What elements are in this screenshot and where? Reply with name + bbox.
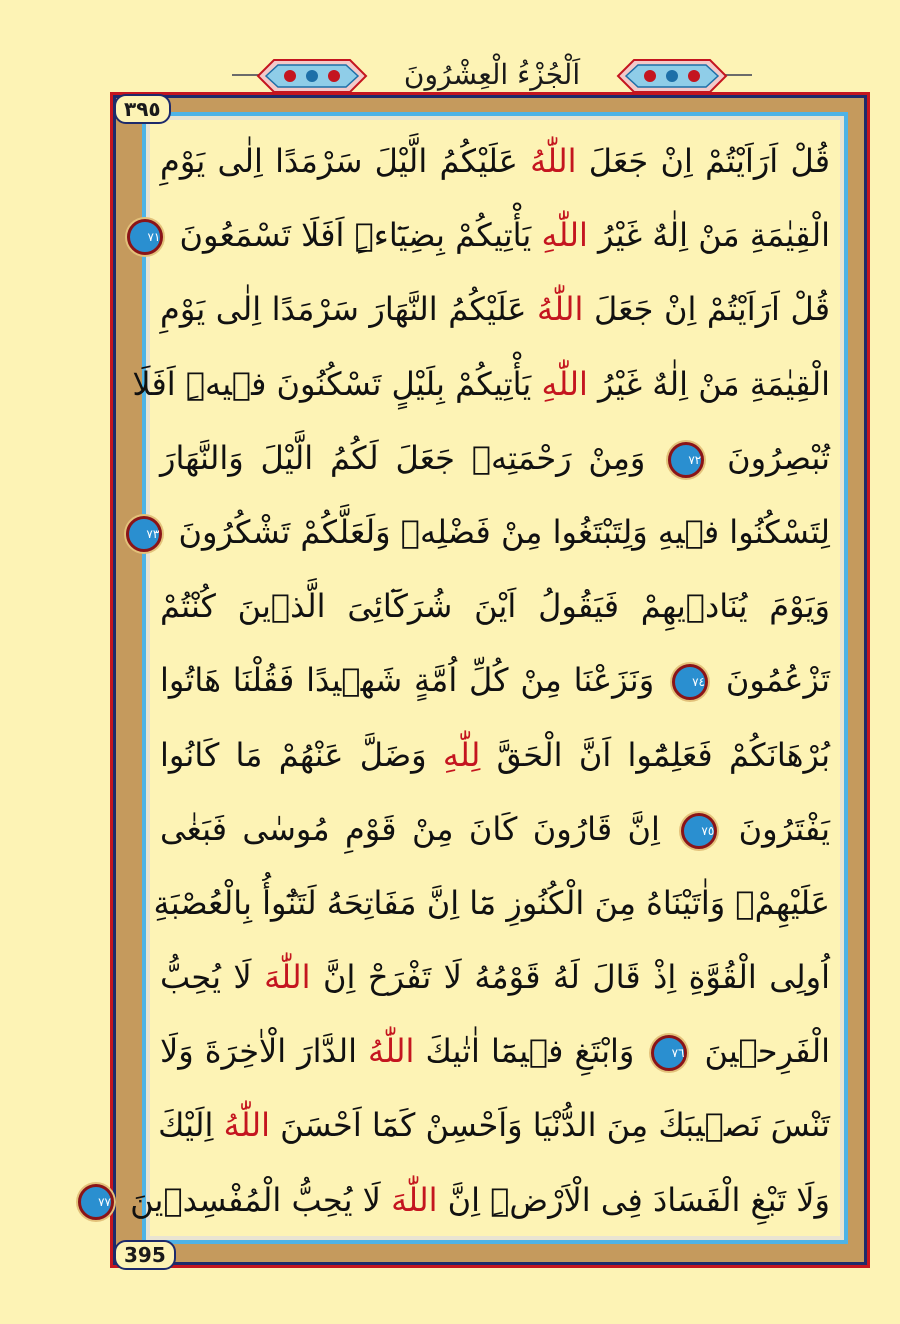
divine-name-text: اللّٰهُ — [530, 142, 577, 180]
page-number-top: ٣٩٥ — [114, 94, 171, 124]
juz-title: اَلْجُزْءُ الْعِشْرُونَ — [403, 58, 581, 91]
verse-text: قُلْ اَرَاَيْتُمْ اِنْ جَعَلَ — [576, 142, 831, 180]
verse-text: تَزْعُمُونَ — [714, 661, 831, 700]
verse-text: الْقِيٰمَةِ مَنْ اِلٰهٌ غَيْرُ — [587, 364, 830, 403]
verse-line — [150, 1014, 840, 1088]
ayah-number-marker: ٧٢ — [668, 442, 704, 478]
verse-text: الْقِيٰمَةِ مَنْ اِلٰهٌ غَيْرُ — [587, 216, 830, 255]
verse-text: قُلْ اَرَاَيْتُمْ اِنْ جَعَلَ — [583, 290, 831, 329]
verse-line — [150, 866, 840, 940]
verse-text: يَفْتَرُونَ — [723, 809, 831, 848]
verse-line — [147, 198, 840, 272]
divine-name-text: لِلّٰهِ — [442, 735, 481, 774]
verse-line — [150, 792, 840, 866]
verse-text: وَضَلَّ عَنْهُمْ مَا كَانُوا — [160, 735, 443, 774]
verse-text: لَا يُحِبُّ — [160, 958, 265, 997]
verse-text: وَنَزَعْنَا مِنْ كُلِّ اُمَّةٍ شَهٖيدًا فَقُلْنَا هَاتُوا — [160, 661, 666, 700]
verse-text: اِنَّ قَارُونَ كَانَ مِنْ قَوْمِ مُوسٰى فَبَغٰى — [160, 809, 676, 848]
ayah-number-marker: ٧٧ — [78, 1184, 114, 1220]
verse-text: بُرْهَانَكُمْ فَعَلِمُٓوا اَنَّ الْحَقَّ — [480, 735, 831, 774]
verse-text: لِتَسْكُنُوا فٖيهِ وَلِتَبْتَغُوا مِنْ فَضْلِهٖ وَلَعَلَّكُمْ تَشْكُرُونَ — [168, 512, 830, 551]
verse-text: تُبْصِرُونَ — [710, 438, 831, 477]
divine-name-text: اللّٰهِ — [541, 216, 588, 255]
verse-text: وَابْتَغِ فٖيمَٓا اٰتٰيكَ — [414, 1032, 646, 1071]
verse-line — [150, 1088, 840, 1162]
verse-line — [150, 643, 840, 717]
verse-text: اُولِى الْقُوَّةِ اِذْ قَالَ لَهُ قَوْمُهُ لَا تَفْرَحْ اِنَّ — [310, 958, 831, 997]
ayah-number-marker: ٧٥ — [681, 813, 717, 849]
divine-name-text: اللّٰهِ — [541, 364, 588, 403]
verse-line — [150, 421, 840, 495]
verse-text: اِلَيْكَ — [158, 1106, 224, 1145]
page-number-bottom: 395 — [114, 1240, 176, 1270]
verse-text: عَلَيْكُمُ النَّهَارَ سَرْمَدًا اِلٰى يَوْمِ — [160, 290, 538, 329]
ayah-number-marker: ٧٤ — [672, 664, 708, 700]
verse-line — [150, 718, 840, 792]
divine-name-text: اللّٰهُ — [537, 290, 584, 329]
header-ornament-left-icon — [256, 56, 368, 96]
ayah-number-marker: ٧٦ — [651, 1035, 687, 1071]
verse-line — [150, 272, 840, 346]
verse-text: يَأْتِيكُمْ بِضِيَٓاءٍۜ اَفَلَا تَسْمَعُونَ — [169, 216, 542, 255]
divine-name-text: اللّٰهُ — [223, 1106, 270, 1145]
verse-text: وَمِنْ رَحْمَتِهٖ جَعَلَ لَكُمُ الَّيْلَ وَالنَّهَارَ — [160, 438, 663, 477]
verse-text: الْفَرِحٖينَ — [693, 1032, 831, 1071]
verse-text: يَأْتِيكُمْ بِلَيْلٍ تَسْكُنُونَ فٖيهِۜ اَفَلَا — [132, 364, 542, 403]
verse-line — [146, 495, 840, 569]
verse-text: وَلَا تَبْغِ الْفَسَادَ فِى الْاَرْضِۜ اِنَّ — [437, 1180, 830, 1219]
ayah-number-marker: ٧٣ — [126, 516, 162, 552]
divine-name-text: اللّٰهَ — [391, 1180, 438, 1219]
verse-line — [150, 940, 840, 1014]
verse-block — [98, 124, 840, 1237]
verse-line — [150, 124, 840, 198]
verse-text: لَا يُحِبُّ الْمُفْسِدٖينَ — [120, 1180, 392, 1219]
verse-text: الدَّارَ الْاٰخِرَةَ وَلَا — [160, 1032, 369, 1071]
verse-line — [132, 347, 840, 421]
verse-text: وَيَوْمَ يُنَادٖيهِمْ فَيَقُولُ اَيْنَ شُرَكَٓائِىَ الَّذٖينَ كُنْتُمْ — [160, 587, 830, 626]
verse-text: تَنْسَ نَصٖيبَكَ مِنَ الدُّنْيَا وَاَحْسِنْ كَمَٓا اَحْسَنَ — [269, 1106, 830, 1145]
header-ornament-right-icon — [616, 56, 728, 96]
verse-line — [98, 1163, 840, 1237]
divine-name-text: اللّٰهَ — [264, 958, 311, 997]
divine-name-text: اللّٰهُ — [368, 1032, 415, 1071]
verse-text: عَلَيْكُمُ الَّيْلَ سَرْمَدًا اِلٰى يَوْمِ — [160, 142, 531, 180]
verse-text: عَلَيْهِمْۖ وَاٰتَيْنَاهُ مِنَ الْكُنُوزِ مَٓا اِنَّ مَفَاتِحَهُ لَتَنُٓوأُ بِالْعُصْبَةِ — [153, 883, 830, 922]
ayah-number-marker: ٧١ — [127, 219, 163, 255]
verse-line — [150, 569, 840, 643]
